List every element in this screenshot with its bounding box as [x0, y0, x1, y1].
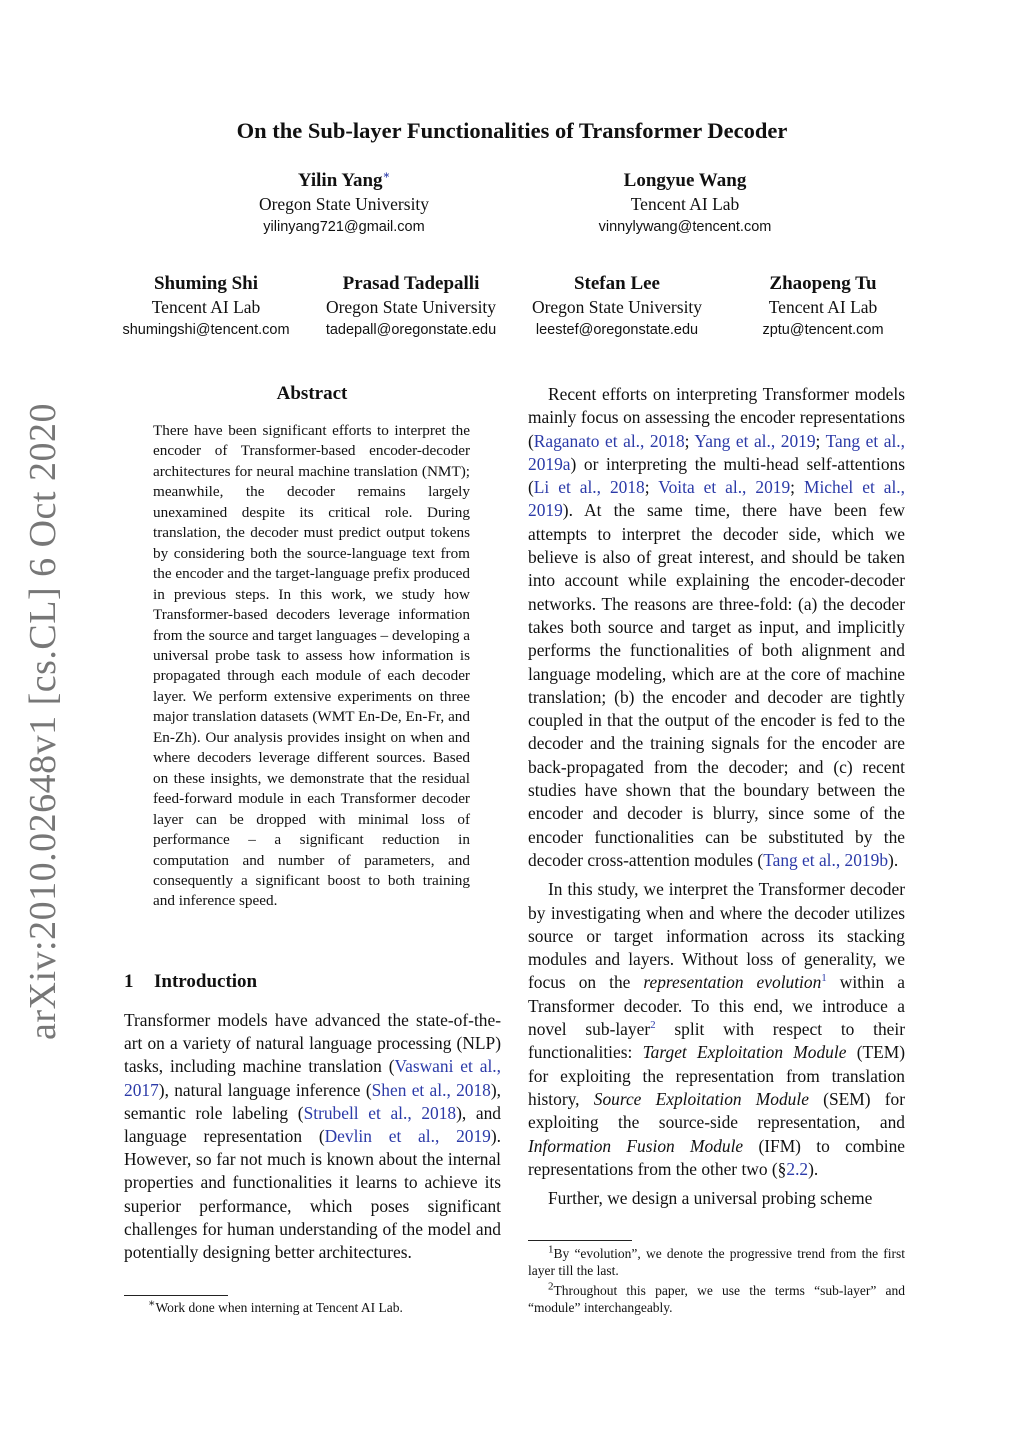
author-affiliation: Oregon State University — [325, 297, 497, 317]
author-affiliation: Tencent AI Lab — [630, 194, 740, 214]
footnote-1: $^1$By “evolution”, we denote the progressive trend from the first layer till the last. — [528, 1243, 905, 1278]
author-name: Prasad Tadepalli — [342, 273, 480, 294]
citation-link[interactable]: Shen et al., 2018 — [371, 1079, 491, 1100]
section-number: 1 — [124, 971, 134, 992]
citation-link[interactable]: Michel et al., 2019 — [528, 477, 905, 521]
footnote-2: $^2$Throughout this paper, we use the terms “sub-layer” and “module” interchangeably. — [528, 1280, 905, 1315]
author-email: zptu@tencent.com — [762, 322, 884, 338]
abstract-heading: Abstract — [276, 383, 348, 404]
author-block-tadepalli — [312, 273, 510, 338]
citation-link[interactable]: Strubell et al., 2018 — [303, 1102, 457, 1123]
author-block-wang — [555, 170, 815, 235]
author-name: Yilin Yang∗ — [297, 169, 391, 191]
author-block-yang — [214, 170, 474, 235]
author-email: tadepall@oregonstate.edu — [325, 322, 497, 338]
intro-paragraph-3: In this study, we interpret the Transformer decoder by investigating when and where the decoder utilizes source or target information across its stacking modules and layers. Without loss of generality, we focus on the representation evolution$^1$ within a Transformer decoder. To this end, we introduce a novel sub-layer$^2$ split with respect to their functionalities: Target Exploitation Module (TEM) for exploiting the representation from translation history, Source Exploitation Module (SEM) for exploiting the source-side representation, and Information Fusion Module (IFM) to combine representations from the other two (§2.2). — [528, 879, 906, 1179]
intro-paragraph-1: Transformer models have advanced the state-of-the-art on a variety of natural language processing (NLP) tasks, including machine translation (Vaswani et al., 2017), natural language inference (Shen et al., 2018), semantic role labeling (Strubell et al., 2018), and language representation (Devlin et al., 2019). However, so far not much is known about the internal properties and functionalities it learns to achieve its superior performance, which poses significant challenges for human understanding of the model and potentially designing better architectures. — [124, 1010, 502, 1263]
citation-link[interactable]: Raganato et al., 2018 — [533, 430, 685, 451]
author-name: Stefan Lee — [573, 273, 660, 294]
author-block-lee — [518, 273, 716, 338]
intro-paragraph-4: Further, we design a universal probing scheme — [548, 1188, 873, 1209]
intro-paragraph-2: Recent efforts on interpreting Transformer models mainly focus on assessing the encoder representations (Raganato et al., 2018; Yang et al., 2019; Tang et al., 2019a) or interpreting the multi-head self-attentions (Li et al., 2018; Voita et al., 2019; Michel et al., 2019). At the same time, there have been few attempts to interpret the decoder side, which we believe is also of great interest, and should be taken into account while explaining the encoder-decoder networks. The reasons are three-fold: (a) the decoder takes both source and target as input, and implicitly performs the functionalities of both alignment and language modeling, which are at the core of machine translation; (b) the encoder and decoder are tightly coupled in that the output of the encoder is fed to the decoder and the training signals for the encoder are back-propagated from the decoder; and (c) recent studies have shown that the boundary between the encoder and decoder is blurry, since some of the encoder functionalities can be substituted by the decoder cross-attention modules (Tang et al., 2019b). — [528, 384, 905, 870]
citation-link[interactable]: Yang et al., 2019 — [694, 430, 816, 451]
author-affiliation: Oregon State University — [258, 194, 430, 214]
section-heading-introduction — [124, 971, 257, 993]
section-ref-link[interactable]: 2.2 — [786, 1158, 809, 1179]
citation-link[interactable]: Voita et al., 2019 — [658, 477, 791, 498]
abstract-text: There have been significant efforts to interpret the encoder of Transformer-based encoder-decoder architectures for neural machine translation (NMT); meanwhile, the decoder remains largely unexamined despite its critical role. During translation, the decoder must predict output tokens by considering both the source-language text from the encoder and the target-language prefix produced in previous steps. In this work, we study how Transformer-based decoders leverage information from the source and target languages – developing a universal probe task to assess how information is propagated through each module of each decoder layer. We perform extensive experiments on three major translation datasets (WMT En-De, En-Fr, and En-Zh). Our analysis provides insight on when and where decoders leverage different sources. Based on these insights, we demonstrate that the residual feed-forward module in each Transformer decoder layer can be dropped with minimal loss of performance – a significant reduction in computation and number of parameters, and consequently a significant boost to both training and inference speed. — [153, 422, 470, 910]
author-affiliation: Tencent AI Lab — [151, 297, 261, 317]
citation-link[interactable]: Tang et al., 2019a — [528, 430, 905, 474]
author-email: leestef@oregonstate.edu — [535, 322, 699, 338]
author-name: Zhaopeng Tu — [769, 273, 877, 294]
citation-link[interactable]: Vaswani et al., 2017 — [124, 1056, 501, 1100]
author-email: shumingshi@tencent.com — [122, 322, 290, 338]
author-block-shi — [110, 273, 302, 338]
citation-link[interactable]: Li et al., 2018 — [533, 477, 645, 498]
author-email: vinnylywang@tencent.com — [598, 219, 772, 235]
author-affiliation: Oregon State University — [531, 297, 703, 317]
author-block-tu — [738, 273, 908, 338]
right-column — [528, 383, 905, 1210]
citation-link[interactable]: Devlin et al., 2019 — [324, 1126, 491, 1147]
footnote-ref[interactable]: 2 — [650, 1019, 656, 1032]
author-email: yilinyang721@gmail.com — [263, 219, 425, 235]
footnote-mark[interactable]: ∗ — [382, 169, 391, 182]
paper-title: On the Sub-layer Functionalities of Transformer Decoder — [236, 118, 788, 143]
footnote-left: ∗Work done when interning at Tencent AI Lab. — [148, 1297, 403, 1315]
author-name: Shuming Shi — [153, 273, 259, 294]
citation-link[interactable]: Tang et al., 2019b — [763, 849, 889, 870]
footnote-ref[interactable]: 1 — [821, 972, 827, 985]
footnote-rule — [528, 1240, 632, 1241]
arxiv-stamp: arXiv:2010.02648v1 [cs.CL] 6 Oct 2020 — [22, 403, 64, 1040]
author-name: Longyue Wang — [623, 170, 747, 191]
author-affiliation: Tencent AI Lab — [768, 297, 878, 317]
footnote-rule — [124, 1295, 228, 1296]
section-title: Introduction — [154, 971, 258, 992]
